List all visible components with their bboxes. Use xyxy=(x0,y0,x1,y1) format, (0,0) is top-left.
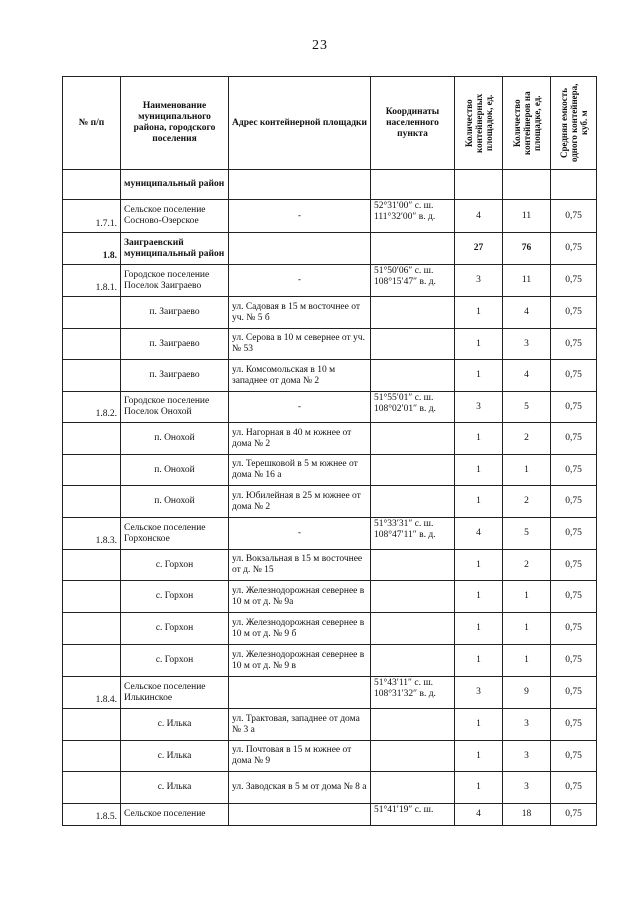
header-name: Наименование муниципального района, городского поселения xyxy=(121,77,229,170)
table-row xyxy=(63,329,597,360)
table-row xyxy=(63,170,597,200)
row-address: ул. Трактовая, западнее от дома № 3 а xyxy=(229,709,371,741)
row-number: 1.8.4. xyxy=(63,677,121,709)
row-coords xyxy=(371,360,455,392)
table-row xyxy=(63,741,597,772)
row-sites: 1 xyxy=(455,297,503,329)
container-sites-table xyxy=(62,76,597,826)
row-address: ул. Серова в 10 м севернее от уч. № 53 xyxy=(229,329,371,360)
header-address: Адрес контейнерной площадки xyxy=(229,77,371,170)
row-capacity: 0,75 xyxy=(551,200,597,233)
row-capacity: 0,75 xyxy=(551,518,597,550)
row-sites: 1 xyxy=(455,772,503,804)
row-name: с. Горхон xyxy=(121,613,229,645)
row-sites: 1 xyxy=(455,709,503,741)
table-row xyxy=(63,581,597,613)
table-row xyxy=(63,518,597,550)
row-coords xyxy=(371,455,455,486)
row-sites: 4 xyxy=(455,804,503,826)
row-containers: 2 xyxy=(503,550,551,581)
row-number xyxy=(63,170,121,200)
table-row xyxy=(63,233,597,265)
row-coords xyxy=(371,486,455,518)
row-address xyxy=(229,804,371,826)
row-number xyxy=(63,581,121,613)
row-number: 1.8.2. xyxy=(63,392,121,423)
row-address: - xyxy=(229,265,371,297)
row-capacity: 0,75 xyxy=(551,423,597,455)
row-address: ул. Нагорная в 40 м южнее от дома № 2 xyxy=(229,423,371,455)
row-containers: 3 xyxy=(503,741,551,772)
table-row xyxy=(63,360,597,392)
row-number xyxy=(63,329,121,360)
row-coords xyxy=(371,581,455,613)
row-capacity: 0,75 xyxy=(551,329,597,360)
table-row xyxy=(63,804,597,826)
table-row xyxy=(63,455,597,486)
row-address xyxy=(229,677,371,709)
row-address: - xyxy=(229,200,371,233)
row-address: ул. Садовая в 15 м восточнее от уч. № 5 б xyxy=(229,297,371,329)
row-address: ул. Вокзальная в 15 м восточнее от д. № 15 xyxy=(229,550,371,581)
row-sites: 1 xyxy=(455,423,503,455)
row-address xyxy=(229,233,371,265)
row-address: - xyxy=(229,392,371,423)
row-sites: 1 xyxy=(455,486,503,518)
row-coords xyxy=(371,709,455,741)
row-number xyxy=(63,741,121,772)
row-sites: 1 xyxy=(455,613,503,645)
table-row xyxy=(63,772,597,804)
table-row xyxy=(63,645,597,677)
row-capacity: 0,75 xyxy=(551,772,597,804)
row-address: - xyxy=(229,518,371,550)
row-name: п. Онохой xyxy=(121,486,229,518)
row-containers: 4 xyxy=(503,360,551,392)
row-capacity: 0,75 xyxy=(551,804,597,826)
row-capacity: 0,75 xyxy=(551,677,597,709)
row-capacity: 0,75 xyxy=(551,455,597,486)
row-coords xyxy=(371,233,455,265)
table-row xyxy=(63,392,597,423)
row-address: ул. Почтовая в 15 м южнее от дома № 9 xyxy=(229,741,371,772)
row-containers: 4 xyxy=(503,297,551,329)
row-sites: 4 xyxy=(455,518,503,550)
row-sites: 3 xyxy=(455,677,503,709)
row-capacity: 0,75 xyxy=(551,486,597,518)
row-address: ул. Комсомольская в 10 м западнее от дома № 2 xyxy=(229,360,371,392)
table-row xyxy=(63,265,597,297)
row-containers: 76 xyxy=(503,233,551,265)
table-row xyxy=(63,297,597,329)
row-number xyxy=(63,486,121,518)
row-number xyxy=(63,423,121,455)
table-row xyxy=(63,423,597,455)
row-capacity xyxy=(551,170,597,200)
row-name: с. Горхон xyxy=(121,550,229,581)
row-sites: 1 xyxy=(455,455,503,486)
row-number xyxy=(63,645,121,677)
row-name: Сельское поселение xyxy=(121,804,229,826)
row-sites: 3 xyxy=(455,265,503,297)
row-number: 1.7.1. xyxy=(63,200,121,233)
row-address: ул. Заводская в 5 м от дома № 8 а xyxy=(229,772,371,804)
table-row xyxy=(63,550,597,581)
header-capacity: Средняя емкость одного контейнера, куб. м xyxy=(551,77,597,170)
row-coords xyxy=(371,613,455,645)
row-sites: 1 xyxy=(455,645,503,677)
row-address xyxy=(229,170,371,200)
row-name: с. Горхон xyxy=(121,645,229,677)
row-containers: 5 xyxy=(503,392,551,423)
row-number xyxy=(63,613,121,645)
row-address: ул. Железнодорожная севернее в 10 м от д. № 9а xyxy=(229,581,371,613)
row-containers: 2 xyxy=(503,486,551,518)
header-sites: Количество контейнерных площадок, ед. xyxy=(455,77,503,170)
header-containers: Количество контейнеров на площадке, ед. xyxy=(503,77,551,170)
row-containers xyxy=(503,170,551,200)
row-coords xyxy=(371,741,455,772)
row-capacity: 0,75 xyxy=(551,297,597,329)
row-name: с. Горхон xyxy=(121,581,229,613)
row-capacity: 0,75 xyxy=(551,233,597,265)
row-number: 1.8.3. xyxy=(63,518,121,550)
row-number: 1.8.1. xyxy=(63,265,121,297)
row-coords: 51°50′06″ с. ш. 108°15′47″ в. д. xyxy=(371,265,455,297)
row-name: Сельское поселение Сосново-Озерское xyxy=(121,200,229,233)
row-number xyxy=(63,360,121,392)
row-address: ул. Железнодорожная севернее в 10 м от д. № 9 в xyxy=(229,645,371,677)
row-capacity: 0,75 xyxy=(551,709,597,741)
row-sites xyxy=(455,170,503,200)
row-name: п. Заиграево xyxy=(121,297,229,329)
row-sites: 1 xyxy=(455,329,503,360)
row-containers: 1 xyxy=(503,581,551,613)
row-name: Городское поселение Поселок Онохой xyxy=(121,392,229,423)
row-number: 1.8.5. xyxy=(63,804,121,826)
row-containers: 1 xyxy=(503,613,551,645)
row-containers: 2 xyxy=(503,423,551,455)
row-name: п. Заиграево xyxy=(121,329,229,360)
row-name: Заиграевский муниципальный район xyxy=(121,233,229,265)
page-number: 23 xyxy=(312,38,328,53)
row-coords xyxy=(371,423,455,455)
row-address: ул. Терешковой в 5 м южнее от дома № 16 а xyxy=(229,455,371,486)
row-name: с. Илька xyxy=(121,772,229,804)
row-name: с. Илька xyxy=(121,709,229,741)
row-capacity: 0,75 xyxy=(551,392,597,423)
row-containers: 5 xyxy=(503,518,551,550)
row-address: ул. Юбилейная в 25 м южнее от дома № 2 xyxy=(229,486,371,518)
row-containers: 3 xyxy=(503,329,551,360)
row-coords: 51°43′11″ с. ш. 108°31′32″ в. д. xyxy=(371,677,455,709)
row-coords xyxy=(371,550,455,581)
row-capacity: 0,75 xyxy=(551,613,597,645)
table-row xyxy=(63,486,597,518)
row-sites: 1 xyxy=(455,581,503,613)
row-sites: 4 xyxy=(455,200,503,233)
row-coords: 51°55′01″ с. ш. 108°02′01″ в. д. xyxy=(371,392,455,423)
row-containers: 1 xyxy=(503,455,551,486)
row-sites: 27 xyxy=(455,233,503,265)
row-name: Сельское поселение Горхонское xyxy=(121,518,229,550)
row-number xyxy=(63,297,121,329)
row-containers: 3 xyxy=(503,772,551,804)
row-coords: 51°33′31″ с. ш. 108°47′11″ в. д. xyxy=(371,518,455,550)
row-sites: 3 xyxy=(455,392,503,423)
row-coords xyxy=(371,772,455,804)
row-name: п. Заиграево xyxy=(121,360,229,392)
row-containers: 11 xyxy=(503,200,551,233)
table-row xyxy=(63,200,597,233)
row-coords xyxy=(371,170,455,200)
row-sites: 1 xyxy=(455,360,503,392)
table-header-row xyxy=(63,77,597,170)
row-coords xyxy=(371,645,455,677)
row-capacity: 0,75 xyxy=(551,741,597,772)
table-row xyxy=(63,709,597,741)
row-name: муниципальный район xyxy=(121,170,229,200)
table-row xyxy=(63,613,597,645)
row-capacity: 0,75 xyxy=(551,581,597,613)
row-name: п. Онохой xyxy=(121,455,229,486)
row-capacity: 0,75 xyxy=(551,550,597,581)
row-coords xyxy=(371,297,455,329)
row-number xyxy=(63,550,121,581)
row-containers: 18 xyxy=(503,804,551,826)
row-name: Сельское поселение Илькинское xyxy=(121,677,229,709)
row-capacity: 0,75 xyxy=(551,265,597,297)
row-name: Городское поселение Поселок Заиграево xyxy=(121,265,229,297)
row-capacity: 0,75 xyxy=(551,360,597,392)
row-sites: 1 xyxy=(455,741,503,772)
header-num: № п/п xyxy=(63,77,121,170)
header-coords: Координаты населенного пункта xyxy=(371,77,455,170)
table-body xyxy=(63,170,597,826)
row-address: ул. Железнодорожная севернее в 10 м от д. № 9 б xyxy=(229,613,371,645)
row-name: п. Онохой xyxy=(121,423,229,455)
row-number xyxy=(63,772,121,804)
row-containers: 9 xyxy=(503,677,551,709)
row-number: 1.8. xyxy=(63,233,121,265)
row-sites: 1 xyxy=(455,550,503,581)
table-row xyxy=(63,677,597,709)
row-containers: 3 xyxy=(503,709,551,741)
row-capacity: 0,75 xyxy=(551,645,597,677)
row-coords: 52°31′00″ с. ш. 111°32′00″ в. д. xyxy=(371,200,455,233)
row-coords xyxy=(371,329,455,360)
row-number xyxy=(63,709,121,741)
row-name: с. Илька xyxy=(121,741,229,772)
row-containers: 11 xyxy=(503,265,551,297)
row-containers: 1 xyxy=(503,645,551,677)
row-number xyxy=(63,455,121,486)
row-coords: 51°41′19″ с. ш. xyxy=(371,804,455,826)
